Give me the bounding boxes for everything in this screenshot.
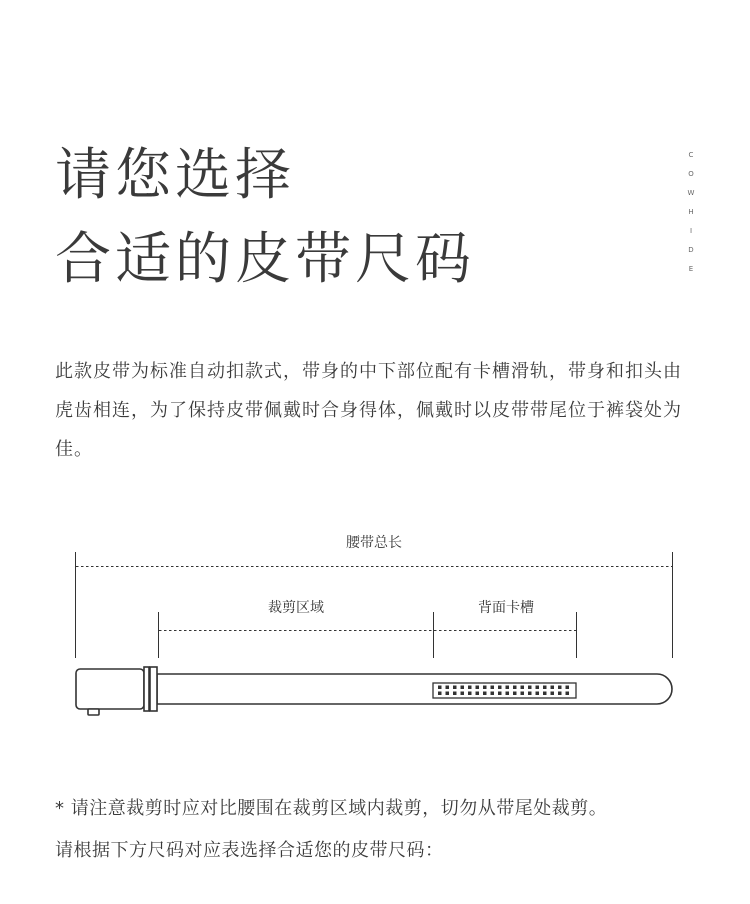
slot-hole [498,686,502,690]
slot-hole [536,686,540,690]
slot-hole [506,692,510,696]
slot-hole [483,686,487,690]
slot-hole [446,686,450,690]
slot-hole [543,686,547,690]
slot-hole [506,686,510,690]
back-slot-label: 背面卡槽 [478,600,534,616]
slot-hole [476,686,480,690]
belt-strap [157,674,672,704]
description-text: 此款皮带为标准自动扣款式，带身的中下部位配有卡槽滑轨，带身和扣头由虎齿相连，为了保持皮带佩戴时合身得体，佩戴时以皮带带尾位于裤袋处为佳。 [55,361,682,460]
belt-illustration [76,667,672,715]
slot-hole [461,686,465,690]
vertical-letter: D [688,246,694,254]
slot-hole [461,692,465,696]
vertical-letter: W [687,189,695,197]
slot-hole [438,692,442,696]
cutting-note: * 请注意裁剪时应对比腰围在裁剪区域内裁剪，切勿从带尾处裁剪。 [55,798,608,819]
slot-hole [453,686,457,690]
cowhide-vertical-label [685,146,697,279]
slot-hole [558,692,562,696]
title-line-1: 请您选择 [55,143,295,208]
slot-hole [551,686,555,690]
slot-hole [468,686,472,690]
slot-hole [513,692,517,696]
cut-zone-label: 裁剪区域 [268,600,324,616]
slot-hole [528,692,532,696]
title-line-2: 合适的皮带尺码 [55,227,475,292]
vertical-letter: C [688,151,694,159]
slot-hole [521,686,525,690]
vertical-letter: O [688,170,694,178]
total-length-label: 腰带总长 [346,535,402,551]
buckle-loop [144,667,149,711]
slot-hole [558,686,562,690]
vertical-letter: E [688,265,694,273]
belt-buckle [76,669,144,709]
slot-hole [498,692,502,696]
slot-hole [483,692,487,696]
size-chart-note: 请根据下方尺码对应表选择合适您的皮带尺码： [55,840,444,861]
slot-hole [521,692,525,696]
buckle-bar [150,667,157,711]
slot-hole [536,692,540,696]
slot-hole [491,692,495,696]
slot-hole [566,686,570,690]
slot-hole [491,686,495,690]
slot-hole [551,692,555,696]
slot-rail [433,683,576,698]
slot-hole [543,692,547,696]
belt-diagram [0,520,750,730]
slot-hole [513,686,517,690]
vertical-letter: I [689,227,693,235]
slot-hole [438,686,442,690]
slot-hole [453,692,457,696]
slot-hole [476,692,480,696]
slot-hole [468,692,472,696]
vertical-letter: H [688,208,694,216]
slot-hole [446,692,450,696]
slot-hole [566,692,570,696]
buckle-tab [88,709,99,715]
slot-hole [528,686,532,690]
